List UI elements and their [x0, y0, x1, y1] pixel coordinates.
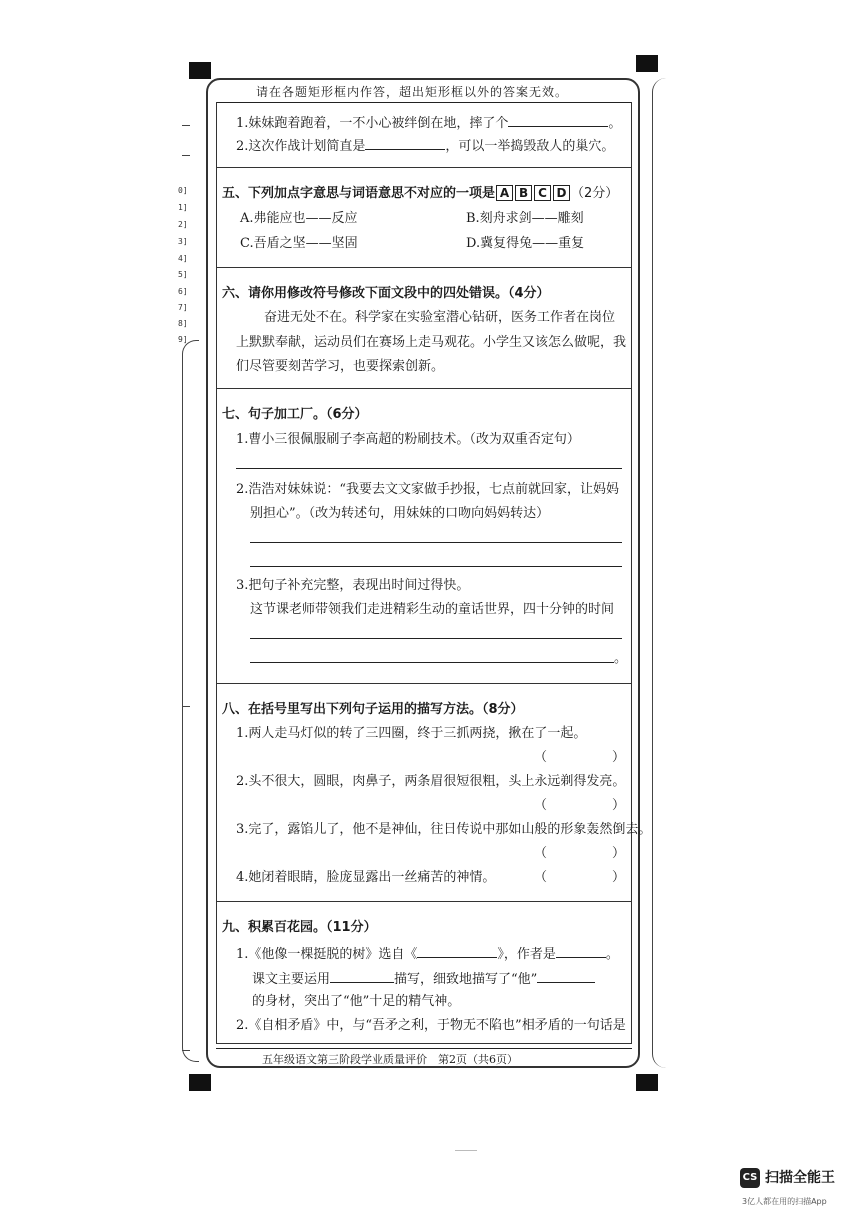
- q8-item-4: 4.她闭着眼睛，脸庞显露出一丝痛苦的神情。: [236, 870, 496, 885]
- q4-item-1-end: 。: [608, 116, 622, 131]
- side-number: 2]: [178, 220, 188, 229]
- q8-title: 八、在括号里写出下列句子运用的描写方法。（8分）: [222, 702, 524, 717]
- q6-title: 六、请你用修改符号修改下面文段中的四处错误。（4分）: [222, 286, 550, 301]
- q5-option-b: B.刻舟求剑——雕刻: [466, 211, 584, 226]
- answer-blank[interactable]: [556, 945, 606, 958]
- side-number: 7]: [178, 303, 188, 312]
- registration-marker: [189, 62, 211, 79]
- q9-line-1: [236, 945, 619, 963]
- q7-item-3-end: 。: [614, 651, 628, 666]
- paren-right: ）: [612, 798, 626, 813]
- watermark-name: 扫描全能王: [765, 1170, 835, 1186]
- answer-blank[interactable]: [417, 945, 497, 958]
- margin-tick: [182, 125, 190, 126]
- question-4-box: [216, 102, 632, 168]
- q9-line-1-b: 》，作者是: [497, 947, 556, 962]
- option-d-box[interactable]: D: [553, 185, 570, 201]
- footer-divider: [216, 1048, 632, 1049]
- q4-item-1: [236, 114, 621, 132]
- answer-line[interactable]: [250, 566, 622, 567]
- paren-right: ）: [612, 870, 626, 885]
- answer-line[interactable]: [250, 638, 622, 639]
- paren-left: （: [534, 798, 548, 813]
- q5-option-c: C.吾盾之坚——坚固: [240, 236, 358, 251]
- answer-blank[interactable]: [537, 970, 595, 983]
- q9-line-3: 的身材，突出了“他”十足的精气神。: [252, 994, 461, 1009]
- answer-blank[interactable]: [330, 970, 394, 983]
- q5-title-text: 五、下列加点字意思与词语意思不对应的一项是: [222, 186, 496, 201]
- side-number: 9]: [178, 335, 188, 344]
- answer-blank[interactable]: [365, 137, 445, 150]
- registration-marker: [189, 1074, 211, 1091]
- paren-left: （: [534, 750, 548, 765]
- q6-passage-line: 们尽管要刻苦学习，也要探索创新。: [236, 359, 445, 374]
- paren-right: ）: [612, 750, 626, 765]
- camscanner-logo-icon: CS: [740, 1168, 760, 1188]
- q5-option-d: D.冀复得兔——重复: [466, 236, 585, 251]
- header-instruction: 请在各题矩形框内作答，超出矩形框以外的答案无效。: [256, 85, 569, 99]
- side-number: 1]: [178, 203, 188, 212]
- watermark-tagline: 3亿人都在用的扫描App: [742, 1197, 827, 1206]
- side-number: 5]: [178, 270, 188, 279]
- side-number: 0]: [178, 186, 188, 195]
- q5-score: （2分）: [571, 186, 619, 201]
- page-footer: 五年级语文第三阶段学业质量评价 第2页（共6页）: [262, 1053, 518, 1066]
- q4-item-2: [236, 137, 614, 155]
- option-c-box[interactable]: C: [534, 185, 551, 201]
- q7-item-1: 1.曹小三很佩服刷子李高超的粉刷技术。（改为双重否定句）: [236, 432, 580, 447]
- side-number: 6]: [178, 287, 188, 296]
- q9-line-2-a: 课文主要运用: [252, 972, 331, 987]
- q9-line-1-a: 1.《他像一棵挺脱的树》选自《: [236, 947, 418, 962]
- q7-item-2-line-2: 别担心”。（改为转述句，用妹妹的口吻向妈妈转达）: [250, 506, 550, 521]
- answer-line[interactable]: [250, 542, 622, 543]
- q7-title: 七、句子加工厂。（6分）: [222, 407, 368, 422]
- q5-option-a: A.弗能应也——反应: [240, 211, 358, 226]
- q9-line-2: [252, 970, 595, 988]
- answer-line[interactable]: [250, 662, 614, 663]
- q4-item-2-text: 2.这次作战计划简直是: [236, 139, 366, 154]
- q4-item-1-text: 1.妹妹跑着跑着，一不小心被绊倒在地，摔了个: [236, 116, 509, 131]
- margin-tick: [182, 155, 190, 156]
- paren-right: ）: [612, 846, 626, 861]
- q8-item-2: 2.头不很大，圆眼，肉鼻子，两条眉很短很粗，头上永远剃得发亮。: [236, 774, 626, 789]
- answer-blank[interactable]: [508, 114, 608, 127]
- q9-title: 九、积累百花园。（11分）: [222, 920, 377, 935]
- q4-item-2-end: ，可以一举捣毁敌人的巢穴。: [445, 139, 615, 154]
- q9-line-1-c: 。: [605, 947, 619, 962]
- registration-marker: [636, 55, 658, 72]
- q9-line-4: 2.《自相矛盾》中，与“吾矛之利，于物无不陷也”相矛盾的一句话是: [236, 1018, 626, 1033]
- q7-item-2-line-1: 2.浩浩对妹妹说：“我要去文文家做手抄报，七点前就回家，让妈妈: [236, 482, 620, 497]
- binding-line-left: [182, 340, 199, 1062]
- q6-passage-line: 上默默奉献，运动员们在赛场上走马观花。小学生又该怎么做呢，我: [236, 335, 627, 350]
- q6-passage-line: 奋进无处不在。科学家在实验室潜心钻研，医务工作者在岗位: [264, 310, 616, 325]
- margin-tick: [182, 1050, 190, 1051]
- q7-item-3-line-1: 3.把句子补充完整，表现出时间过得快。: [236, 578, 470, 593]
- side-number: 3]: [178, 237, 188, 246]
- q5-title: [222, 185, 618, 202]
- paren-left: （: [534, 846, 548, 861]
- option-b-box[interactable]: B: [515, 185, 532, 201]
- binding-line-right: [652, 78, 667, 1068]
- paren-left: （: [534, 870, 548, 885]
- q7-item-3-line-2: 这节课老师带领我们走进精彩生动的童话世界，四十分钟的时间: [250, 602, 615, 617]
- registration-marker: [636, 1074, 658, 1091]
- scan-mark: [455, 1150, 477, 1151]
- side-number: 4]: [178, 254, 188, 263]
- answer-line[interactable]: [236, 468, 622, 469]
- q8-item-1: 1.两人走马灯似的转了三四圈，终于三抓两挠，揪在了一起。: [236, 726, 587, 741]
- margin-tick: [182, 706, 190, 707]
- q8-item-3: 3.完了，露馅儿了，他不是神仙，往日传说中那如山般的形象轰然倒去。: [236, 822, 652, 837]
- q9-line-2-b: 描写，细致地描写了“他”: [394, 972, 538, 987]
- side-number: 8]: [178, 319, 188, 328]
- option-a-box[interactable]: A: [496, 185, 513, 201]
